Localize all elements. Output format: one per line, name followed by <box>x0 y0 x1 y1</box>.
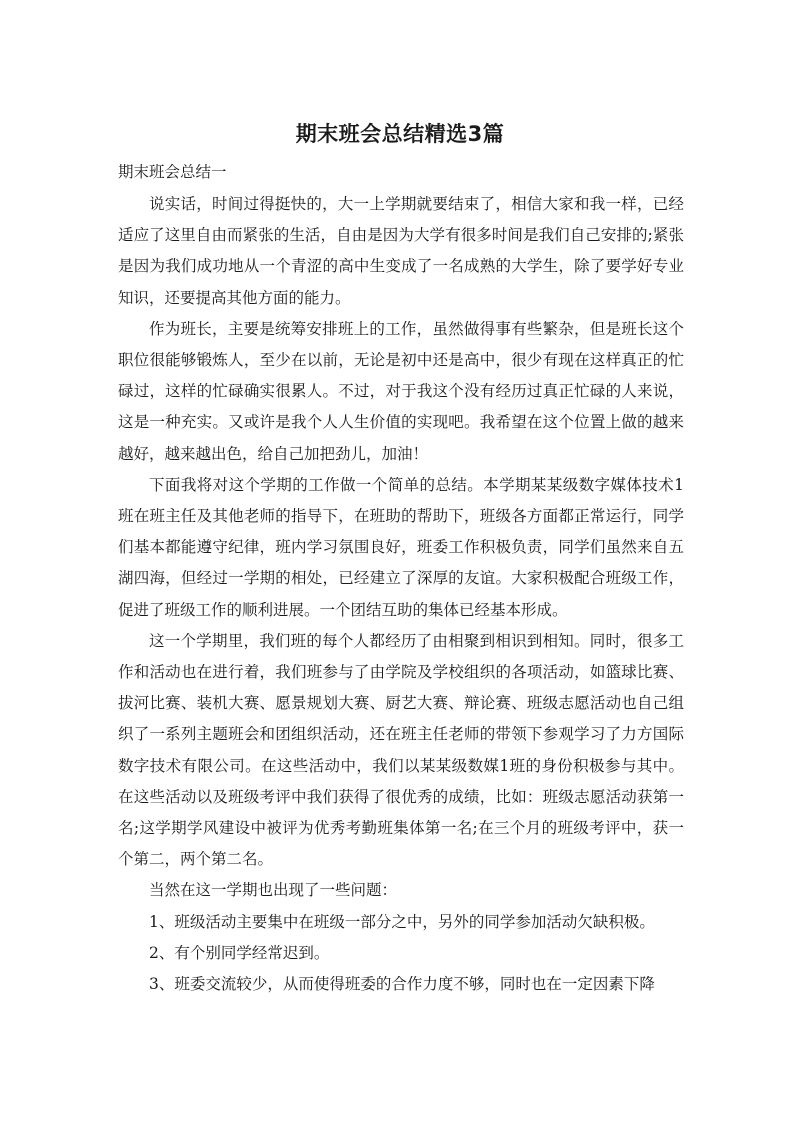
paragraph: 作为班长，主要是统筹安排班上的工作，虽然做得事有些繁杂，但是班长这个职位很能够锻炼人，至少在以前，无论是初中还是高中，很少有现在这样真正的忙碌过，这样的忙碌确实很累人。不过，对于我这个没有经历过真正忙碌的人来说，这是一种充实。又或许是我个人人生价值的实现吧。我希望在这个位置上做的越来越好，越来越出色，给自己加把劲儿，加油！ <box>118 319 684 463</box>
body-text <box>118 189 684 1000</box>
document-title: 期末班会总结精选3篇 <box>295 122 505 146</box>
paragraph: 这一个学期里，我们班的每个人都经历了由相聚到相识到相知。同时，很多工作和活动也在进行着，我们班参与了由学院及学校组织的各项活动，如篮球比赛、拔河比赛、装机大赛、愿景规划大赛、厨艺大赛、辩论赛、班级志愿活动也自己组织了一系列主题班会和团组织活动，还在班主任老师的带领下参观学习了力方国际数字技术有限公司。在这些活动中，我们以某某级数媒1班的身份积极参与其中。在这些活动以及班级考评中我们获得了很优秀的成绩，比如：班级志愿活动获第一名;这学期学风建设中被评为优秀考勤班集体第一名;在三个月的班级考评中，获一个第二，两个第二名。 <box>118 631 684 869</box>
list-item: 3、班委交流较少，从而使得班委的合作力度不够，同时也在一定因素下降 <box>149 975 655 994</box>
paragraph: 当然在这一学期也出现了一些问题： <box>149 881 398 900</box>
paragraph: 说实话，时间过得挺快的，大一上学期就要结束了，相信大家和我一样，已经适应了这里自由而紧张的生活，自由是因为大学有很多时间是我们自己安排的;紧张是因为我们成功地从一个青涩的高中生变成了一名成熟的大学生，除了要学好专业知识，还要提高其他方面的能力。 <box>118 195 684 307</box>
list-item: 1、班级活动主要集中在班级一部分之中，另外的同学参加活动欠缺积极。 <box>149 912 655 931</box>
list-item: 2、有个别同学经常迟到。 <box>149 943 330 962</box>
section-heading: 期末班会总结一 <box>118 163 227 181</box>
paragraph: 下面我将对这个学期的工作做一个简单的总结。本学期某某级数字媒体技术1班在班主任及其他老师的指导下，在班助的帮助下，班级各方面都正常运行，同学们基本都能遵守纪律，班内学习氛围良好，班委工作积极负责，同学们虽然来自五湖四海，但经过一学期的相处，已经建立了深厚的友谊。大家积极配合班级工作，促进了班级工作的顺利进展。一个团结互助的集体已经基本形成。 <box>118 475 684 619</box>
